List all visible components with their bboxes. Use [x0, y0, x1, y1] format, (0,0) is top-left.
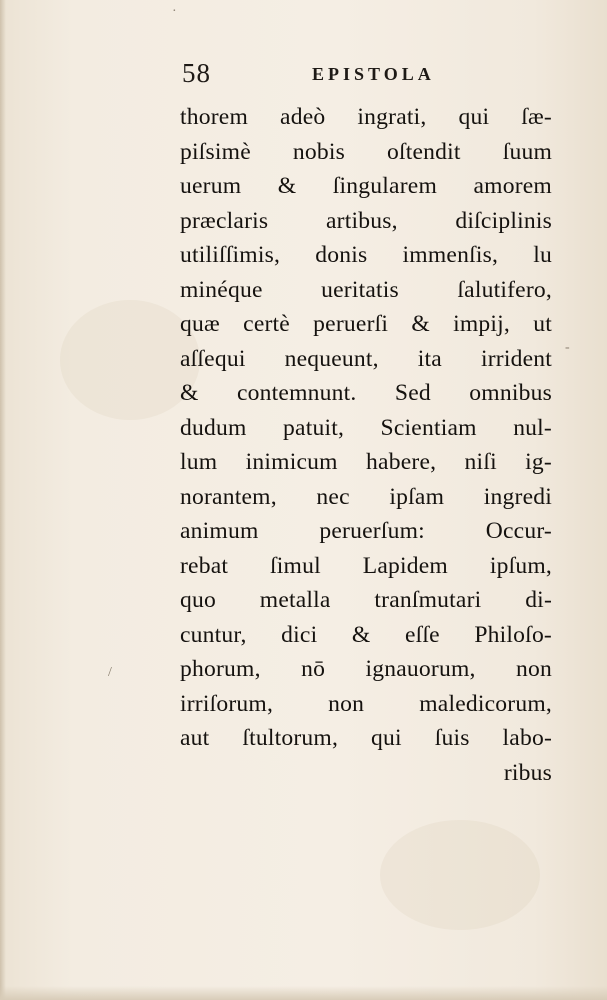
- paper-speck: ·: [172, 4, 177, 19]
- page-number: 58: [182, 58, 211, 88]
- running-head: EPISTOLA: [312, 64, 435, 84]
- page-left-edge-shadow: [0, 0, 6, 1000]
- text-line: norantem, nec ipſam ingredi: [180, 483, 552, 510]
- page-bottom-edge-shadow: [0, 986, 607, 1000]
- text-line: piſsimè nobis oſtendit ſuum: [180, 138, 552, 165]
- text-line: dudum patuit, Scientiam nul-: [180, 414, 552, 441]
- paper-stain: [380, 820, 540, 930]
- text-line: aſſequi nequeunt, ita irrident: [180, 345, 552, 372]
- text-line: minéque ueritatis ſalutifero,: [180, 276, 552, 303]
- text-line: aut ſtultorum, qui ſuis labo-: [180, 725, 552, 751]
- text-line: rebat ſimul Lapidem ipſum,: [180, 552, 552, 579]
- text-line: animum peruerſum: Occur-: [180, 518, 552, 544]
- page-header: [182, 58, 452, 92]
- text-line: quæ certè peruerſi & impij, ut: [180, 311, 552, 337]
- text-line: lum inimicum habere, niſi ig-: [180, 449, 552, 475]
- text-line: cuntur, dici & eſſe Philoſo-: [180, 621, 552, 648]
- catchword: ribus: [503, 759, 552, 786]
- paper-stain: [60, 300, 200, 420]
- body-text: [180, 100, 552, 790]
- text-line: uerum & ſingularem amorem: [180, 173, 552, 199]
- text-line: quo metalla tranſmutari di-: [180, 587, 552, 613]
- text-line: thorem adeò ingrati, qui ſæ-: [180, 104, 552, 130]
- text-line: præclaris artibus, diſciplinis: [180, 207, 552, 234]
- paper-speck: /: [108, 665, 112, 680]
- text-line: & contemnunt. Sed omnibus: [180, 380, 552, 406]
- text-line: utiliſſimis, donis immenſis, lu: [180, 242, 552, 268]
- paper-speck: -: [565, 340, 570, 355]
- text-line: irriſorum, non maledicorum,: [180, 690, 552, 717]
- text-line: phorum, nō ignauorum, non: [180, 656, 552, 682]
